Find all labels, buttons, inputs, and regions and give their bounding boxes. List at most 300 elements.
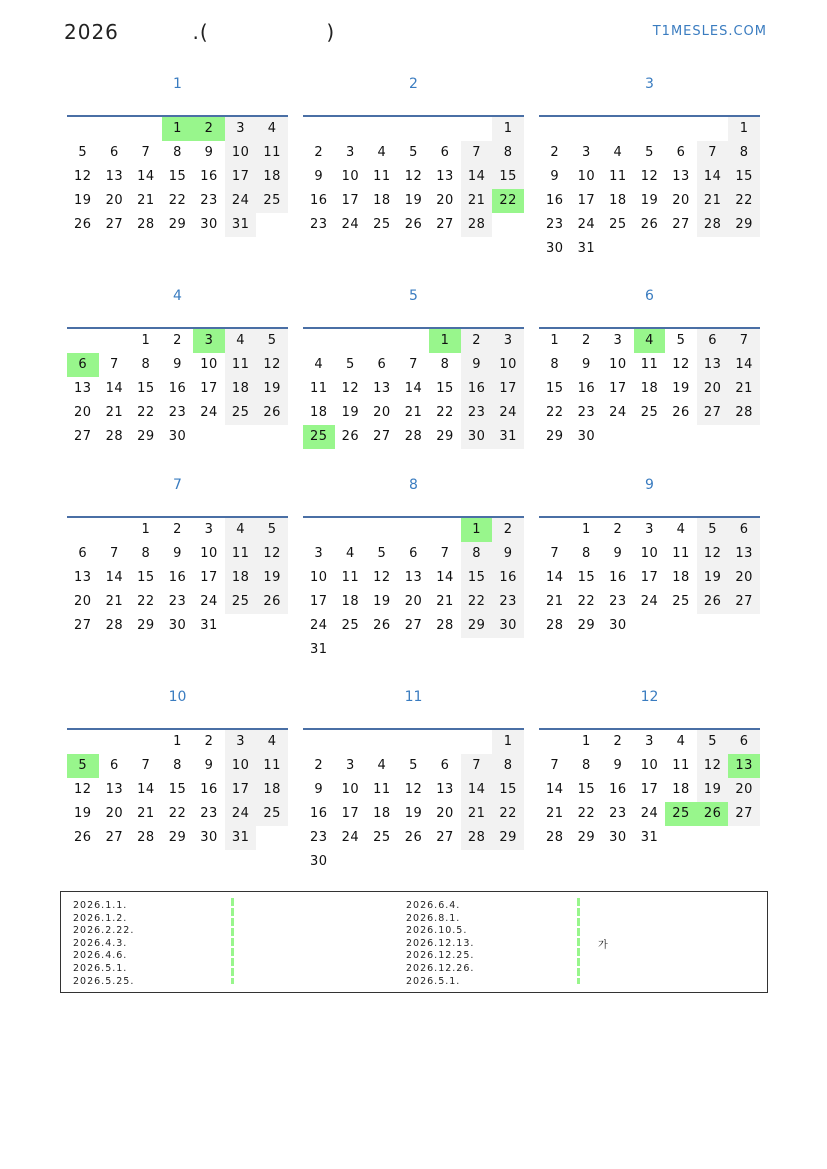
day-cell: 1 <box>141 522 151 537</box>
empty-cell <box>335 850 367 874</box>
day-cell: 26 <box>341 429 360 444</box>
day-cell: 24 <box>200 405 218 420</box>
day-cell: 9 <box>613 758 623 773</box>
day-cell: 28 <box>137 830 155 845</box>
day-cell: 14 <box>546 782 564 797</box>
day-cell: 23 <box>492 590 524 614</box>
day-cell: 12 <box>256 353 288 377</box>
day-cell: 26 <box>697 590 729 614</box>
day-cell: 26 <box>74 830 92 845</box>
day-cell: 7 <box>550 758 560 773</box>
empty-cell <box>398 850 430 874</box>
day-cell: 21 <box>137 193 155 208</box>
day-cell: 2 <box>492 518 524 542</box>
empty-cell <box>539 730 571 754</box>
day-cell: 8 <box>141 357 151 372</box>
day-cell: 5 <box>409 145 418 160</box>
day-cell: 1 <box>581 734 591 749</box>
day-cell: 22 <box>546 405 564 420</box>
day-cell: 27 <box>105 830 124 845</box>
day-cell: 6 <box>377 357 387 372</box>
day-cell: 29 <box>168 217 187 232</box>
day-cell: 12 <box>697 542 729 566</box>
day-cell: 11 <box>640 357 659 372</box>
day-cell: 24 <box>341 830 360 845</box>
day-cell: 25 <box>256 189 288 213</box>
day-cell: 9 <box>461 353 493 377</box>
month-name: 10 <box>168 689 187 705</box>
month-7 <box>67 475 288 633</box>
day-cell: 13 <box>436 169 454 184</box>
empty-cell <box>256 826 288 850</box>
day-cell: 31 <box>310 642 328 657</box>
month-5 <box>303 286 524 444</box>
empty-cell <box>665 117 697 141</box>
day-cell: 19 <box>256 377 288 401</box>
month-days-grid <box>539 516 760 638</box>
month-days-grid <box>303 327 524 449</box>
day-cell: 3 <box>613 333 623 348</box>
day-cell: 2 <box>173 333 182 348</box>
day-cell: 5 <box>409 758 418 773</box>
day-cell: 2 <box>613 522 623 537</box>
day-cell: 8 <box>581 546 591 561</box>
day-cell: 30 <box>310 854 328 869</box>
day-cell: 9 <box>314 782 324 797</box>
day-cell: 30 <box>609 618 627 633</box>
day-cell: 3 <box>225 117 257 141</box>
day-cell: 31 <box>577 241 596 256</box>
empty-cell <box>728 237 760 261</box>
empty-cell <box>602 237 634 261</box>
day-cell: 28 <box>105 618 124 633</box>
day-cell: 29 <box>577 618 596 633</box>
day-cell: 26 <box>373 618 391 633</box>
day-cell: 27 <box>404 618 423 633</box>
day-cell: 16 <box>577 381 596 396</box>
day-cell: 13 <box>74 570 92 585</box>
empty-cell <box>461 638 493 662</box>
day-cell: 26 <box>74 217 92 232</box>
day-cell: 16 <box>609 570 627 585</box>
legend-note: 가 <box>598 940 608 951</box>
day-cell: 4 <box>256 730 288 754</box>
day-cell: 23 <box>200 193 218 208</box>
day-cell: 10 <box>225 754 257 778</box>
day-cell: 5 <box>345 357 355 372</box>
day-cell: 7 <box>728 329 760 353</box>
day-cell: 13 <box>697 353 729 377</box>
day-cell: 15 <box>577 782 596 797</box>
day-cell: 21 <box>728 377 760 401</box>
day-cell: 11 <box>310 381 328 396</box>
day-cell: 1 <box>461 518 493 542</box>
holiday-legend <box>60 891 768 993</box>
day-cell: 30 <box>200 830 218 845</box>
day-cell: 3 <box>645 522 654 537</box>
day-cell: 3 <box>204 522 214 537</box>
day-cell: 22 <box>492 189 524 213</box>
empty-cell <box>398 638 430 662</box>
empty-cell <box>193 425 225 449</box>
legend-date: 2026.10.5. <box>406 925 468 937</box>
month-2 <box>303 74 524 232</box>
month-name: 9 <box>645 477 654 493</box>
day-cell: 9 <box>204 758 214 773</box>
empty-cell <box>697 826 729 850</box>
month-days-grid <box>539 115 760 261</box>
day-cell: 2 <box>613 734 623 749</box>
day-cell: 31 <box>200 618 218 633</box>
day-cell: 25 <box>640 405 659 420</box>
day-cell: 25 <box>256 802 288 826</box>
empty-cell <box>728 614 760 638</box>
day-cell: 30 <box>492 614 524 638</box>
day-cell: 13 <box>436 782 454 797</box>
day-cell: 8 <box>461 542 493 566</box>
day-cell: 14 <box>404 381 423 396</box>
day-cell: 12 <box>697 754 729 778</box>
day-cell: 29 <box>728 213 760 237</box>
day-cell: 25 <box>672 594 690 609</box>
empty-cell <box>99 329 131 353</box>
month-days-grid <box>67 115 288 237</box>
day-cell: 6 <box>78 546 88 561</box>
day-cell: 23 <box>577 405 596 420</box>
day-cell: 4 <box>225 518 257 542</box>
legend-date: 2026.12.26. <box>406 962 475 974</box>
month-name: 4 <box>173 288 182 304</box>
legend-date: 2026.4.6. <box>73 950 128 962</box>
day-cell: 19 <box>697 778 729 802</box>
day-cell: 28 <box>728 401 760 425</box>
day-cell: 16 <box>168 381 187 396</box>
day-cell: 24 <box>640 806 659 821</box>
day-cell: 6 <box>440 145 450 160</box>
day-cell: 8 <box>173 758 182 773</box>
day-cell: 8 <box>550 357 560 372</box>
day-cell: 12 <box>640 169 659 184</box>
day-cell: 22 <box>137 594 155 609</box>
day-cell: 7 <box>141 758 151 773</box>
day-cell: 26 <box>404 217 423 232</box>
day-cell: 23 <box>168 594 187 609</box>
day-cell: 11 <box>225 542 257 566</box>
legend-right-dates <box>406 900 474 988</box>
day-cell: 4 <box>225 329 257 353</box>
day-cell: 24 <box>577 217 596 232</box>
day-cell: 25 <box>225 401 257 425</box>
legend-left-dates <box>73 900 134 988</box>
day-cell: 27 <box>105 217 124 232</box>
day-cell: 2 <box>314 145 324 160</box>
day-cell: 17 <box>640 570 659 585</box>
day-cell: 22 <box>577 594 596 609</box>
day-cell: 17 <box>200 570 218 585</box>
day-cell: 18 <box>225 566 257 590</box>
day-cell: 28 <box>137 217 155 232</box>
day-cell: 23 <box>609 806 627 821</box>
day-cell: 1 <box>550 333 560 348</box>
month-6 <box>539 286 760 444</box>
page-title: 2026 .( ) <box>64 20 336 44</box>
empty-cell <box>256 425 288 449</box>
day-cell: 10 <box>341 169 360 184</box>
day-cell: 2 <box>204 734 214 749</box>
empty-cell <box>697 117 729 141</box>
day-cell: 4 <box>377 758 387 773</box>
day-cell: 2 <box>193 117 225 141</box>
day-cell: 21 <box>461 189 493 213</box>
day-cell: 25 <box>373 217 391 232</box>
day-cell: 20 <box>728 566 760 590</box>
day-cell: 4 <box>634 329 666 353</box>
day-cell: 14 <box>137 169 155 184</box>
day-cell: 14 <box>137 782 155 797</box>
empty-cell <box>602 425 634 449</box>
empty-cell <box>728 826 760 850</box>
day-cell: 17 <box>310 594 328 609</box>
day-cell: 25 <box>373 830 391 845</box>
day-cell: 20 <box>728 778 760 802</box>
day-cell: 11 <box>225 353 257 377</box>
month-days-grid <box>67 516 288 638</box>
day-cell: 28 <box>105 429 124 444</box>
day-cell: 28 <box>546 830 564 845</box>
day-cell: 12 <box>341 381 360 396</box>
month-name: 12 <box>640 689 659 705</box>
day-cell: 21 <box>137 806 155 821</box>
day-cell: 17 <box>577 193 596 208</box>
day-cell: 7 <box>409 357 418 372</box>
day-cell: 18 <box>640 381 659 396</box>
day-cell: 17 <box>225 165 257 189</box>
empty-cell <box>67 730 99 754</box>
day-cell: 1 <box>492 117 524 141</box>
day-cell: 26 <box>256 590 288 614</box>
day-cell: 4 <box>345 546 355 561</box>
day-cell: 16 <box>200 169 218 184</box>
empty-cell <box>303 329 335 353</box>
day-cell: 1 <box>162 117 194 141</box>
day-cell: 28 <box>546 618 564 633</box>
month-name: 1 <box>173 76 182 92</box>
legend-date: 2026.8.1. <box>406 912 461 924</box>
day-cell: 15 <box>492 165 524 189</box>
legend-date: 2026.5.1. <box>73 962 128 974</box>
day-cell: 15 <box>461 566 493 590</box>
month-1 <box>67 74 288 232</box>
day-cell: 5 <box>697 730 729 754</box>
day-cell: 24 <box>225 802 257 826</box>
day-cell: 9 <box>173 357 182 372</box>
legend-date: 2026.5.25. <box>73 975 135 987</box>
day-cell: 7 <box>461 754 493 778</box>
empty-cell <box>398 518 430 542</box>
day-cell: 12 <box>373 570 391 585</box>
day-cell: 4 <box>256 117 288 141</box>
day-cell: 2 <box>173 522 182 537</box>
day-cell: 6 <box>67 353 99 377</box>
day-cell: 8 <box>728 141 760 165</box>
month-days-grid <box>539 728 760 850</box>
empty-cell <box>366 850 398 874</box>
day-cell: 9 <box>550 169 560 184</box>
day-cell: 15 <box>436 381 454 396</box>
day-cell: 10 <box>577 169 596 184</box>
day-cell: 30 <box>168 429 187 444</box>
empty-cell <box>634 614 666 638</box>
day-cell: 10 <box>200 546 218 561</box>
empty-cell <box>303 730 335 754</box>
day-cell: 11 <box>373 782 391 797</box>
day-cell: 21 <box>404 405 423 420</box>
day-cell: 30 <box>609 830 627 845</box>
empty-cell <box>665 614 697 638</box>
day-cell: 26 <box>697 802 729 826</box>
day-cell: 11 <box>341 570 360 585</box>
day-cell: 13 <box>728 754 760 778</box>
day-cell: 3 <box>193 329 225 353</box>
empty-cell <box>634 425 666 449</box>
empty-cell <box>492 850 524 874</box>
empty-cell <box>634 237 666 261</box>
day-cell: 29 <box>577 830 596 845</box>
empty-cell <box>67 117 99 141</box>
month-days-grid <box>539 327 760 449</box>
day-cell: 10 <box>225 141 257 165</box>
day-cell: 7 <box>550 546 560 561</box>
day-cell: 16 <box>609 782 627 797</box>
day-cell: 21 <box>105 405 124 420</box>
day-cell: 18 <box>609 193 627 208</box>
empty-cell <box>728 425 760 449</box>
empty-cell <box>461 850 493 874</box>
day-cell: 19 <box>74 193 92 208</box>
empty-cell <box>665 826 697 850</box>
day-cell: 24 <box>225 189 257 213</box>
day-cell: 23 <box>546 217 564 232</box>
day-cell: 6 <box>728 518 760 542</box>
day-cell: 14 <box>546 570 564 585</box>
empty-cell <box>256 213 288 237</box>
month-days-grid <box>67 728 288 850</box>
day-cell: 4 <box>377 145 387 160</box>
day-cell: 9 <box>314 169 324 184</box>
day-cell: 10 <box>341 782 360 797</box>
day-cell: 6 <box>728 730 760 754</box>
day-cell: 8 <box>440 357 450 372</box>
brand-link[interactable]: T1MESLES.COM <box>652 24 767 39</box>
legend-date: 2026.12.13. <box>406 937 475 949</box>
day-cell: 2 <box>550 145 560 160</box>
day-cell: 8 <box>141 546 151 561</box>
day-cell: 6 <box>676 145 686 160</box>
day-cell: 12 <box>74 169 92 184</box>
day-cell: 21 <box>546 594 564 609</box>
day-cell: 6 <box>109 758 119 773</box>
day-cell: 11 <box>609 169 627 184</box>
empty-cell <box>539 518 571 542</box>
day-cell: 27 <box>74 618 92 633</box>
day-cell: 11 <box>672 758 690 773</box>
day-cell: 2 <box>314 758 324 773</box>
day-cell: 20 <box>697 377 729 401</box>
month-name: 8 <box>409 477 418 493</box>
day-cell: 8 <box>173 145 182 160</box>
empty-cell <box>539 117 571 141</box>
day-cell: 20 <box>373 405 391 420</box>
empty-cell <box>303 518 335 542</box>
empty-cell <box>602 117 634 141</box>
day-cell: 29 <box>137 618 155 633</box>
empty-cell <box>99 518 131 542</box>
month-8 <box>303 475 524 657</box>
day-cell: 19 <box>672 381 690 396</box>
day-cell: 5 <box>256 518 288 542</box>
day-cell: 26 <box>404 830 423 845</box>
day-cell: 17 <box>341 806 360 821</box>
day-cell: 15 <box>137 570 155 585</box>
day-cell: 13 <box>728 542 760 566</box>
day-cell: 17 <box>609 381 627 396</box>
empty-cell <box>429 730 461 754</box>
day-cell: 24 <box>341 217 360 232</box>
legend-date: 2026.2.22. <box>73 925 135 937</box>
empty-cell <box>429 850 461 874</box>
day-cell: 12 <box>256 542 288 566</box>
day-cell: 20 <box>672 193 690 208</box>
month-name: 7 <box>173 477 182 493</box>
day-cell: 30 <box>546 241 564 256</box>
day-cell: 23 <box>461 401 493 425</box>
day-cell: 3 <box>314 546 324 561</box>
day-cell: 28 <box>404 429 423 444</box>
day-cell: 20 <box>105 806 124 821</box>
day-cell: 12 <box>404 782 423 797</box>
empty-cell <box>697 237 729 261</box>
month-3 <box>539 74 760 256</box>
day-cell: 22 <box>168 193 187 208</box>
day-cell: 28 <box>461 213 493 237</box>
day-cell: 9 <box>204 145 214 160</box>
day-cell: 10 <box>640 546 659 561</box>
day-cell: 29 <box>492 826 524 850</box>
day-cell: 6 <box>109 145 119 160</box>
day-cell: 3 <box>581 145 591 160</box>
empty-cell <box>697 614 729 638</box>
day-cell: 3 <box>345 145 355 160</box>
day-cell: 15 <box>728 165 760 189</box>
day-cell: 24 <box>200 594 218 609</box>
day-cell: 20 <box>436 193 454 208</box>
day-cell: 27 <box>373 429 391 444</box>
day-cell: 30 <box>461 425 493 449</box>
day-cell: 5 <box>377 546 387 561</box>
day-cell: 8 <box>492 141 524 165</box>
empty-cell <box>461 117 493 141</box>
day-cell: 4 <box>676 522 686 537</box>
day-cell: 29 <box>137 429 155 444</box>
day-cell: 17 <box>640 782 659 797</box>
day-cell: 26 <box>640 217 659 232</box>
day-cell: 27 <box>74 429 92 444</box>
empty-cell <box>366 518 398 542</box>
day-cell: 27 <box>436 217 454 232</box>
day-cell: 19 <box>256 566 288 590</box>
month-10 <box>67 687 288 845</box>
day-cell: 25 <box>225 590 257 614</box>
